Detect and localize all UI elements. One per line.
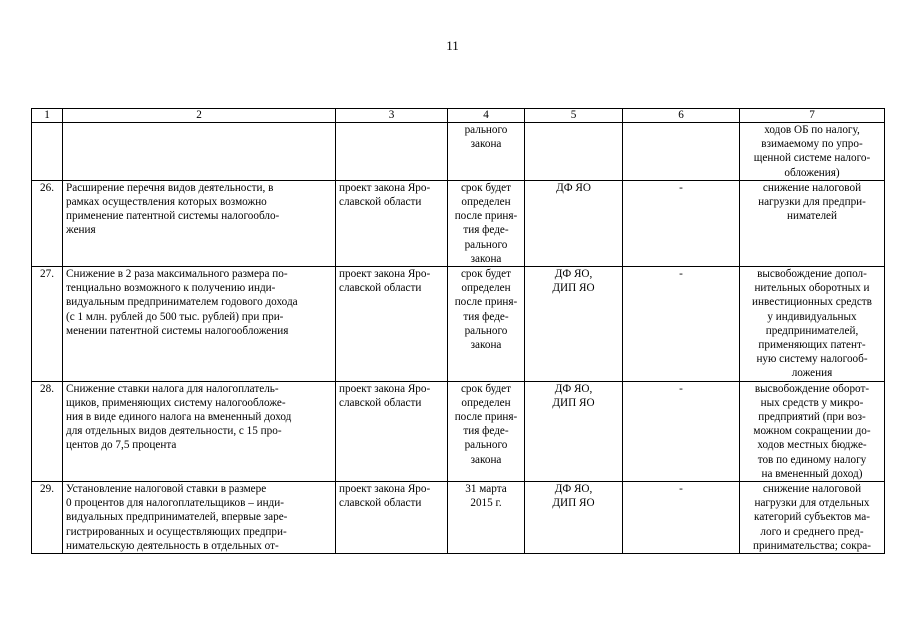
text-line: тия феде- [463, 224, 509, 237]
text-line: на вмененный доход) [761, 467, 863, 480]
text-line: предприятий (при воз- [758, 411, 866, 424]
text-line: - [679, 268, 683, 281]
text-line: 31 марта [465, 483, 507, 496]
text-line: рального [464, 124, 508, 136]
funding-cell [623, 381, 740, 481]
funding-cell [623, 267, 740, 382]
text-line: Снижение в 2 раза максимального размера по- [66, 268, 288, 281]
text-line: принимательства; сокра- [753, 539, 871, 552]
text-line: ложения [791, 367, 833, 380]
text-line: Установление налоговой ставки в размере [66, 483, 267, 496]
text-line: - [679, 382, 683, 395]
table-row [32, 180, 885, 266]
text-line: славской области [339, 497, 422, 510]
text-line: ДФ ЯО, [554, 268, 593, 281]
text-line: закона [470, 252, 502, 265]
text-line: ДИП ЯО [552, 282, 595, 295]
text-line: славской области [339, 396, 422, 409]
column-number: 2 [63, 109, 336, 123]
text-line: применяющих патент- [758, 339, 866, 352]
responsible-cell [525, 180, 623, 266]
text-line: для отдельных видов деятельности, с 15 про- [66, 425, 282, 438]
text-line: тенциально возможного к получению инди- [66, 282, 276, 295]
text-line: жения [66, 224, 96, 237]
text-line: Расширение перечня видов деятельности, в [66, 181, 274, 194]
text-line: тов по единому налогу [757, 453, 867, 466]
text-line: закона [470, 339, 502, 352]
table-row [32, 482, 885, 554]
text-line: определен [461, 282, 511, 295]
measure-cell [63, 123, 336, 181]
text-line: после приня- [454, 210, 518, 223]
text-line: обложения) [784, 166, 840, 179]
row-number [32, 482, 63, 554]
expected-result-cell [740, 180, 885, 266]
column-number-header-row [32, 109, 885, 123]
text-line: нимательскую деятельность в отдельных от- [66, 539, 279, 552]
text-line: ных средств у микро- [760, 396, 864, 409]
text-line: проект закона Яро- [339, 268, 431, 281]
text-line: 28. [40, 382, 54, 395]
funding-cell [623, 482, 740, 554]
text-line: нимателей [786, 210, 838, 223]
text-line: тия феде- [463, 310, 509, 323]
text-line: лого и среднего пред- [760, 525, 864, 538]
row-number [32, 381, 63, 481]
measures-table [31, 108, 885, 554]
text-line: категорий субъектов ма- [754, 511, 870, 524]
text-line: предпринимателей, [765, 324, 859, 337]
column-number: 7 [740, 109, 885, 123]
text-line: ДИП ЯО [552, 497, 595, 510]
text-line: 0 процентов для налогоплательщиков – инди- [66, 497, 284, 510]
text-line: ную систему налогооб- [756, 353, 868, 366]
text-line: Снижение ставки налога для налогоплатель- [66, 382, 279, 395]
text-line: рального [464, 238, 508, 251]
text-line: видуальных предпринимателей, впервые заре- [66, 511, 288, 524]
expected-result-cell [740, 123, 885, 181]
row-number [32, 180, 63, 266]
row-number [32, 123, 63, 181]
text-line: срок будет [460, 382, 512, 395]
text-line: срок будет [460, 268, 512, 281]
text-line: определен [461, 396, 511, 409]
text-line: применение патентной системы налогообло- [66, 210, 280, 223]
text-line: высвобождение оборот- [754, 382, 870, 395]
text-line: щиков, применяющих систему налогообложе- [66, 396, 286, 409]
text-line: после приня- [454, 296, 518, 309]
text-line: ДИП ЯО [552, 396, 595, 409]
text-line: ходов местных бюдже- [757, 439, 867, 452]
text-line: можном сокращении до- [753, 425, 871, 438]
text-line: (с 1 млн. рублей до 500 тыс. рублей) при при- [66, 310, 284, 323]
responsible-cell [525, 381, 623, 481]
text-line: - [679, 181, 683, 194]
text-line: рального [464, 324, 508, 337]
text-line: определен [461, 196, 511, 209]
text-line: закона [470, 138, 502, 151]
document-type-cell [336, 267, 448, 382]
text-line: нительных оборотных и [754, 282, 870, 295]
deadline-cell [448, 267, 525, 382]
text-line: нагрузки для предпри- [758, 196, 866, 209]
text-line: инвестиционных средств [752, 296, 872, 309]
document-type-cell [336, 482, 448, 554]
text-line: 26. [40, 181, 54, 194]
expected-result-cell [740, 482, 885, 554]
column-number: 5 [525, 109, 623, 123]
document-type-cell [336, 381, 448, 481]
column-number: 1 [32, 109, 63, 123]
text-line: у индивидуальных [767, 310, 857, 323]
text-line: славской области [339, 282, 422, 295]
text-line: рального [464, 439, 508, 452]
expected-result-cell [740, 267, 885, 382]
text-line: 27. [40, 268, 54, 281]
deadline-cell [448, 482, 525, 554]
column-number: 6 [623, 109, 740, 123]
text-line: снижение налоговой [762, 483, 862, 496]
text-line: взимаемому по упро- [761, 138, 863, 151]
text-line: тия феде- [463, 425, 509, 438]
page-number: 11 [446, 38, 459, 53]
text-line: ДФ ЯО [556, 181, 591, 194]
document-type-cell [336, 123, 448, 181]
text-line: щенной системе налого- [753, 152, 871, 165]
text-line: закона [470, 453, 502, 466]
deadline-cell [448, 180, 525, 266]
column-number: 3 [336, 109, 448, 123]
table-row [32, 267, 885, 382]
text-line: нагрузки для отдельных [754, 497, 870, 510]
measure-cell [63, 180, 336, 266]
text-line: срок будет [460, 181, 512, 194]
text-line: видуальным предпринимателем годового дохода [66, 296, 298, 309]
text-line: после приня- [454, 411, 518, 424]
text-line: рамках осуществления которых возможно [66, 196, 267, 209]
table-row [32, 123, 885, 181]
text-line: ходов ОБ по налогу, [764, 124, 860, 136]
text-line: славской области [339, 196, 422, 209]
responsible-cell [525, 267, 623, 382]
measure-cell [63, 482, 336, 554]
funding-cell [623, 123, 740, 181]
text-line: проект закона Яро- [339, 382, 431, 395]
measure-cell [63, 267, 336, 382]
deadline-cell [448, 123, 525, 181]
responsible-cell [525, 123, 623, 181]
funding-cell [623, 180, 740, 266]
document-type-cell [336, 180, 448, 266]
text-line: гистрированных и осуществляющих предпри- [66, 525, 287, 538]
measure-cell [63, 381, 336, 481]
text-line: проект закона Яро- [339, 483, 431, 496]
deadline-cell [448, 381, 525, 481]
table-row [32, 381, 885, 481]
text-line: ДФ ЯО, [554, 483, 593, 496]
text-line: ния в виде единого налога на вмененный доход [66, 411, 292, 424]
column-number: 4 [448, 109, 525, 123]
expected-result-cell [740, 381, 885, 481]
text-line: высвобождение допол- [757, 268, 867, 281]
text-line: 29. [40, 483, 54, 496]
row-number [32, 267, 63, 382]
text-line: проект закона Яро- [339, 181, 431, 194]
text-line: менении патентной системы налогообложения [66, 324, 289, 337]
responsible-cell [525, 482, 623, 554]
text-line: снижение налоговой [762, 181, 862, 194]
text-line: 2015 г. [470, 497, 502, 510]
text-line: центов до 7,5 процента [66, 439, 177, 452]
text-line: ДФ ЯО, [554, 382, 593, 395]
text-line: - [679, 483, 683, 496]
